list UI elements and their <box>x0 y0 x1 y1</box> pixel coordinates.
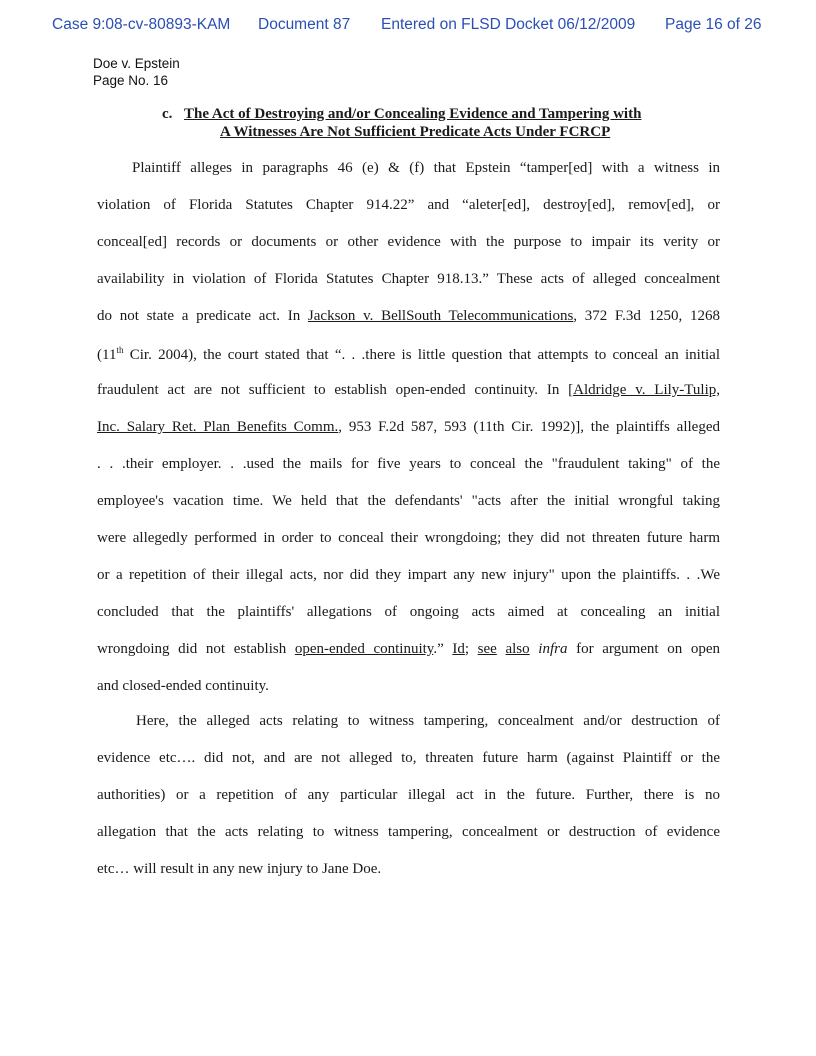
text-line <box>97 308 720 325</box>
superscript: th <box>116 345 124 355</box>
text-line: concluded that the plaintiffs' allegations of ongoing acts aimed at concealing an initial <box>97 604 720 620</box>
text-line: Here, the alleged acts relating to witness tampering, concealment and/or destruction of <box>136 713 720 729</box>
text-span: , 372 F.3d 1250, 1268 <box>573 308 720 324</box>
text-span: ; <box>464 641 478 657</box>
text-line <box>97 382 720 399</box>
text-span: (11 <box>97 347 117 363</box>
page-number: Page No. 16 <box>93 73 169 88</box>
text-span <box>530 641 539 657</box>
text-line <box>97 419 720 436</box>
underlined-term: open-ended continuity <box>294 641 434 657</box>
text-span: fraudulent act are not sufficient to establish open-ended continuity. In [ <box>97 382 574 398</box>
section-title-line-2: A Witnesses Are Not Sufficient Predicate Acts Under FCRCP <box>220 124 611 140</box>
signal-infra: infra <box>538 641 568 657</box>
text-line: violation of Florida Statutes Chapter 914.22” and “aleter[ed], destroy[ed], remov[ed], or <box>97 197 720 213</box>
docket-case-number: Case 9:08-cv-80893-KAM <box>52 16 231 33</box>
text-line: employee's vacation time. We held that the defendants' "acts after the initial wrongful taking <box>97 493 720 509</box>
text-line: etc… will result in any new injury to Jane Doe. <box>97 861 382 877</box>
section-label: c. <box>162 106 173 122</box>
text-line <box>97 345 720 364</box>
docket-document-number: Document 87 <box>258 16 351 33</box>
signal-also: also <box>505 641 530 657</box>
signal-see: see <box>477 641 497 657</box>
text-line: and closed-ended continuity. <box>97 678 269 694</box>
section-title-line-1: The Act of Destroying and/or Concealing Evidence and Tampering with <box>184 106 642 122</box>
text-line: or a repetition of their illegal acts, nor did they impart any new injury" upon the plaintiffs. . .We <box>97 567 720 583</box>
text-line: Plaintiff alleges in paragraphs 46 (e) & (f) that Epstein “tamper[ed] with a witness in <box>132 160 720 176</box>
citation-id: Id <box>452 641 465 657</box>
text-line <box>97 641 720 658</box>
text-span: do not state a predicate act. In <box>97 308 308 324</box>
text-span: for argument on open <box>567 641 721 657</box>
text-line: . . .their employer. . .used the mails for five years to conceal the "fraudulent taking" of the <box>97 456 720 472</box>
text-line: availability in violation of Florida Statutes Chapter 918.13.” These acts of alleged concealment <box>97 271 720 287</box>
docket-entered-date: Entered on FLSD Docket 06/12/2009 <box>381 16 636 33</box>
text-line: were allegedly performed in order to conceal their wrongdoing; they did not threaten future harm <box>97 530 720 546</box>
citation-aldridge: Aldridge v. Lily-Tulip, <box>573 382 720 398</box>
text-span: , 953 F.2d 587, 593 (11th Cir. 1992)], the plaintiffs alleged <box>338 419 720 435</box>
docket-page-count: Page 16 of 26 <box>665 16 762 33</box>
text-span: Cir. 2004), the court stated that “. . .there is little question that attempts to conceal an initial <box>123 347 720 363</box>
text-line: conceal[ed] records or documents or other evidence with the purpose to impair its verity or <box>97 234 720 250</box>
text-span: .” <box>433 641 453 657</box>
text-line: evidence etc…. did not, and are not alleged to, threaten future harm (against Plaintiff or the <box>97 750 720 766</box>
text-span: wrongdoing did not establish <box>97 641 295 657</box>
citation-jackson: Jackson v. BellSouth Telecommunications <box>307 308 574 324</box>
case-caption: Doe v. Epstein <box>93 56 180 71</box>
text-line: authorities) or a repetition of any particular illegal act in the future. Further, there is no <box>97 787 720 803</box>
citation-aldridge-cont: Inc. Salary Ret. Plan Benefits Comm. <box>97 419 339 435</box>
text-line: allegation that the acts relating to witness tampering, concealment or destruction of evidence <box>97 824 720 840</box>
